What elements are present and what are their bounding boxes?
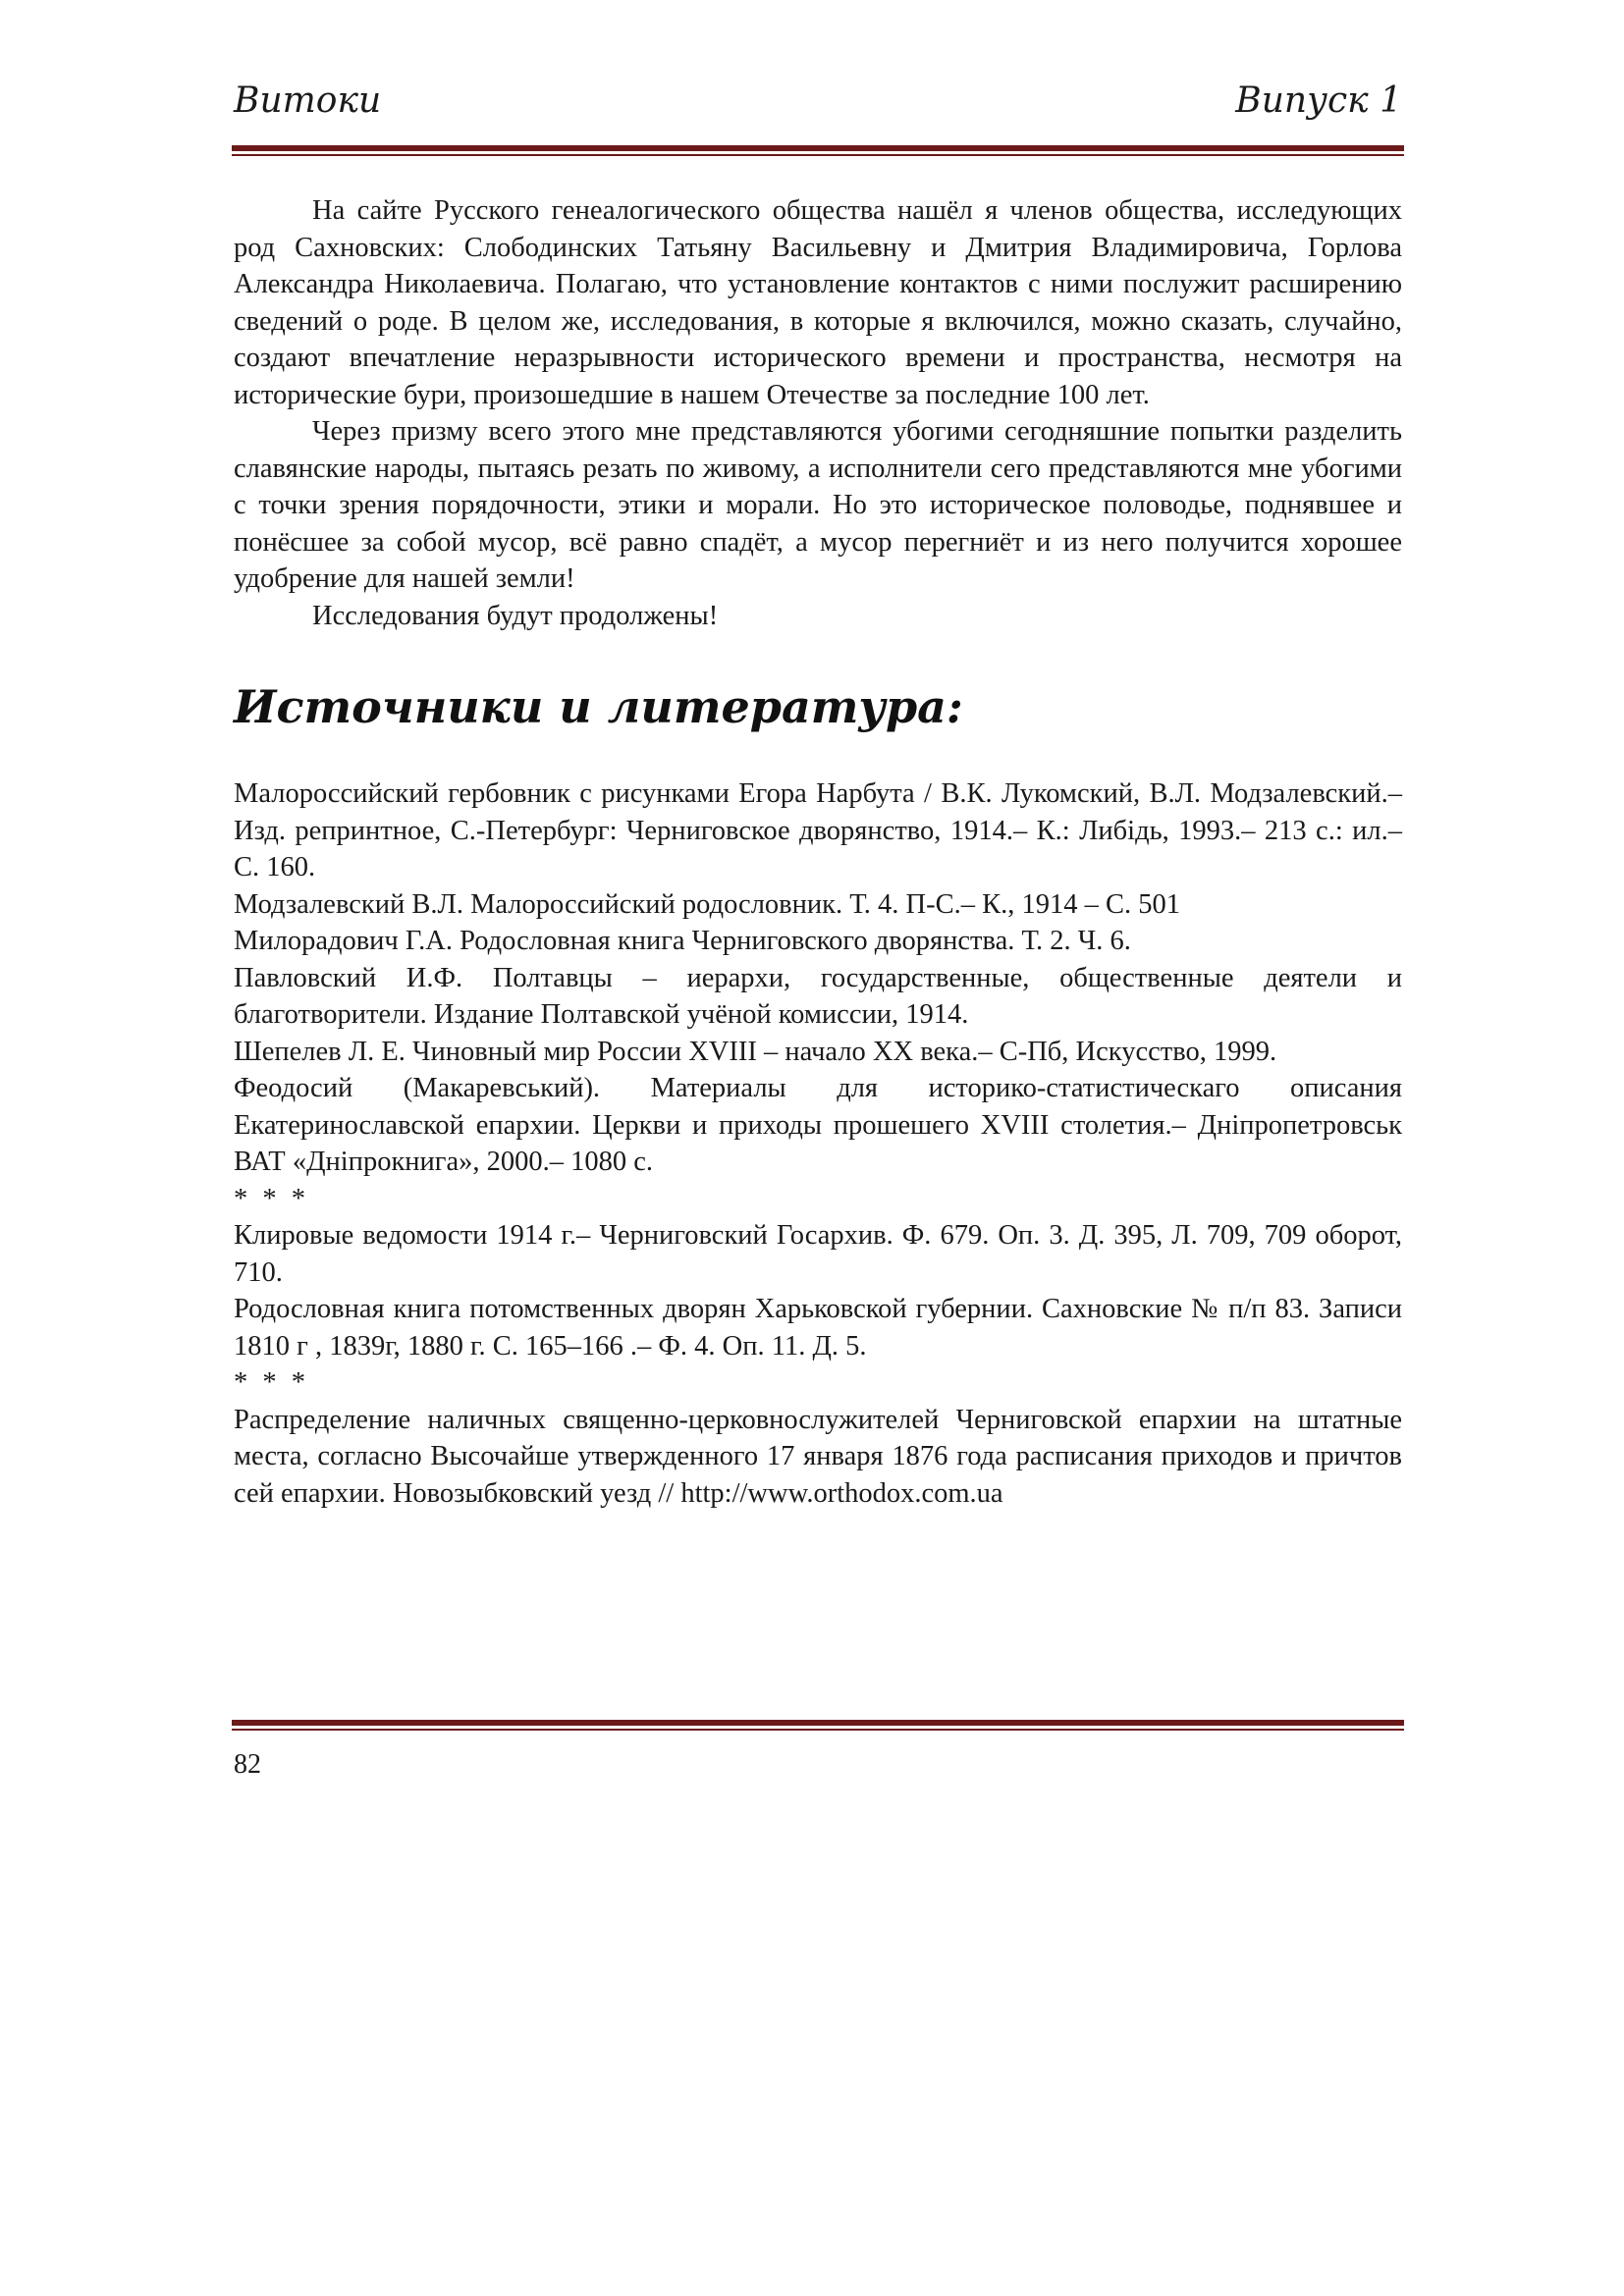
issue-label: Випуск 1 — [1235, 80, 1402, 121]
section-separator: * * * — [234, 1367, 309, 1398]
reference-item: Распределение наличных священно-церковнослужителей Черниговской епархии на штатные места, согласно Высочайше утвержденного 17 января 1876 года расписания приходов и причтов сей епархии. Новозыбковский уезд // http://www.orthodox.com.ua — [234, 1404, 1402, 1509]
reference-item: Малороссийский гербовник с рисунками Егора Нарбута / В.К. Лукомский, В.Л. Модзалевский.– Изд. репринтное, С.-Петербург: Черниговское дворянство, 1914.– К.: Либідь, 1993.– 213 с.: ил.– С. 160. — [234, 778, 1402, 882]
section-separator: * * * — [234, 1183, 309, 1214]
reference-item: Шепелев Л. Е. Чиновный мир России XVIII – начало XX века.– С-Пб, Искусство, 1999. — [234, 1036, 1277, 1067]
footer-rule — [232, 1720, 1404, 1731]
body-paragraph: Через призму всего этого мне представляются убогими сегодняшние попытки разделить славянские народы, пытаясь резать по живому, а исполнители сего представляются мне убогими с точки зрения порядочности, этики и морали. Но это историческое половодье, поднявшее и понёсшее за собой мусор, всё равно спадёт, а мусор перегниёт и из него получится хорошее удобрение для нашей земли! — [234, 416, 1402, 594]
reference-item: Феодосий (Макаревський). Материалы для историко-статистическаго описания Екатеринославской епархии. Церкви и приходы прошешего XVIII столетия.– Дніпропетровськ ВАТ «Дніпрокнига», 2000.– 1080 с. — [234, 1073, 1402, 1177]
journal-title: Витоки — [234, 80, 382, 121]
running-header — [234, 77, 1402, 126]
reference-item: Клировые ведомости 1914 г.– Черниговский Госархив. Ф. 679. Оп. 3. Д. 395, Л. 709, 709 оборот, 710. — [234, 1220, 1402, 1288]
reference-item: Модзалевский В.Л. Малороссийский родословник. Т. 4. П-С.– К., 1914 – С. 501 — [234, 888, 1181, 920]
reference-item: Павловский И.Ф. Полтавцы – иерархи, государственные, общественные деятели и благотворители. Издание Полтавской учёной комиссии, 1914. — [234, 962, 1402, 1030]
reference-item: Милорадович Г.А. Родословная книга Черниговского дворянства. Т. 2. Ч. 6. — [234, 926, 1131, 956]
page-body — [234, 192, 1402, 1512]
body-paragraph: На сайте Русского генеалогического общества нашёл я членов общества, исследующих род Сахновских: Слободинских Татьяну Васильевну и Дмитрия Владимировича, Горлова Александра Николаевича. Полагаю, что установление контактов с ними послужит расширению сведений о роде. В целом же, исследования, в которые я включился, можно сказать, случайно, создают впечатление неразрывности исторического времени и пространства, несмотря на исторические бури, произошедшие в нашем Отечестве за последние 100 лет. — [234, 195, 1402, 410]
section-heading: Источники и литература: — [234, 680, 963, 733]
reference-list — [234, 775, 1402, 1512]
page-number: 82 — [234, 1749, 261, 1780]
reference-item: Родословная книга потомственных дворян Харьковской губернии. Сахновские № п/п 83. Записи 1810 г , 1839г, 1880 г. С. 165–166 .– Ф. 4. Оп. 11. Д. 5. — [234, 1294, 1402, 1362]
body-paragraph: Исследования будут продолжены! — [312, 600, 719, 631]
header-rule — [232, 145, 1404, 156]
